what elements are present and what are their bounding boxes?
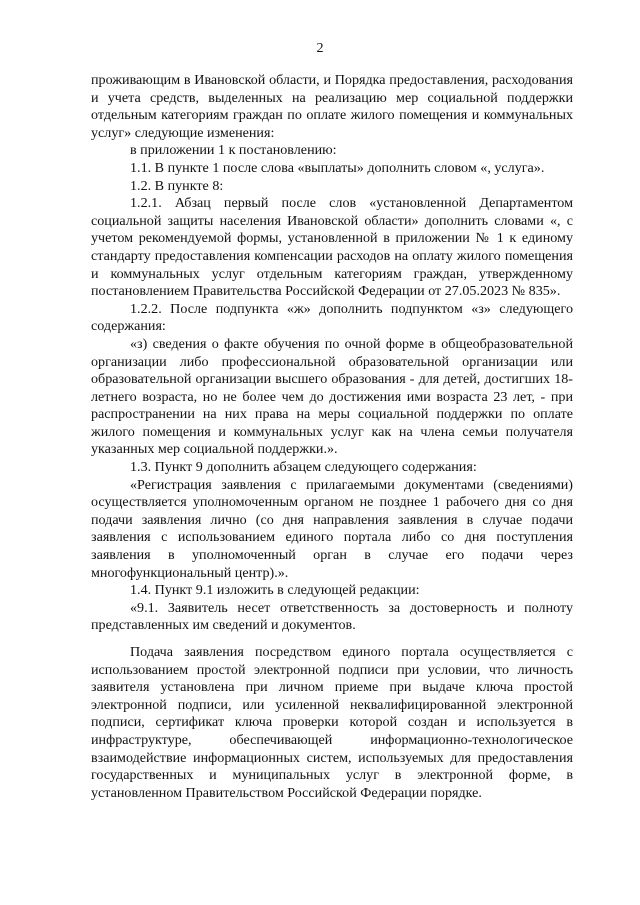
paragraph-registration: «Регистрация заявления с прилагаемыми документами (сведениями) осуществляется уполномоченным органом не позднее 1 рабочего дня со дня подачи заявления лично (со дня направления заявления в случае подачи заявления с использованием единого портала либо со дня поступления заявления в уполномоченный орган в случае его подачи через многофункциональный центр).». bbox=[91, 476, 573, 581]
paragraph-1-4: 1.4. Пункт 9.1 изложить в следующей редакции: bbox=[130, 582, 420, 599]
paragraph-1-1: 1.1. В пункте 1 после слова «выплаты» дополнить словом «, услуга». bbox=[130, 159, 545, 176]
paragraph-submission: Подача заявления посредством единого портала осуществляется с использованием простой электронной подписи при условии, что личность заявителя установлена при личном приеме при выдаче ключа простой электронной подписи, или усиленной неквалифицированной электронной подписи, сертификат ключа проверки которой создан и используется в инфраструктуре, обеспечивающей информационно-технологическое взаимодействие информационных систем, используемых для предоставления государственных и муниципальных услуг в электронной форме, в установленном Правительством Российской Федерации порядке. bbox=[91, 644, 573, 801]
paragraph-1-2: 1.2. В пункте 8: bbox=[130, 177, 224, 194]
paragraph-1-2-2: 1.2.2. После подпункта «ж» дополнить подпунктом «з» следующего содержания: bbox=[91, 300, 573, 335]
paragraph-1-2-1: 1.2.1. Абзац первый после слов «установленной Департаментом социальной защиты населения Ивановской области» дополнить словами «, с учетом рекомендуемой формы, установленной в приложении № 1 к единому стандарту предоставления компенсации расходов на оплату жилого помещения и коммунальных услуг отдельным категориям граждан, утвержденному постановлением Правительства Российской Федерации от 27.05.2023 № 835». bbox=[91, 195, 573, 300]
paragraph-intro-continuation: проживающим в Ивановской области, и Порядка предоставления, расходования и учета средств, выделенных на реализацию мер социальной поддержки отдельным категориям граждан по оплате жилого помещения и коммунальных услуг» следующие изменения: bbox=[91, 72, 573, 141]
paragraph-1-3: 1.3. Пункт 9 дополнить абзацем следующего содержания: bbox=[130, 459, 477, 476]
paragraph-subitem-z: «з) сведения о факте обучения по очной форме в общеобразовательной организации либо профессиональной образовательной организации или образовательной организации высшего образования - для детей, достигших 18-летнего возраста, но не более чем до достижения ими возраста 23 лет, - при распространении на них права на меры социальной поддержки по оплате жилого помещения и коммунальных услуг как на члена семьи получателя указанных мер социальной поддержки.». bbox=[91, 335, 573, 458]
page-number: 2 bbox=[316, 40, 324, 56]
paragraph-9-1: «9.1. Заявитель несет ответственность за достоверность и полноту представленных им сведений и документов. bbox=[91, 599, 573, 634]
document-body bbox=[91, 72, 573, 802]
paragraph-appendix-1: в приложении 1 к постановлению: bbox=[130, 142, 337, 159]
